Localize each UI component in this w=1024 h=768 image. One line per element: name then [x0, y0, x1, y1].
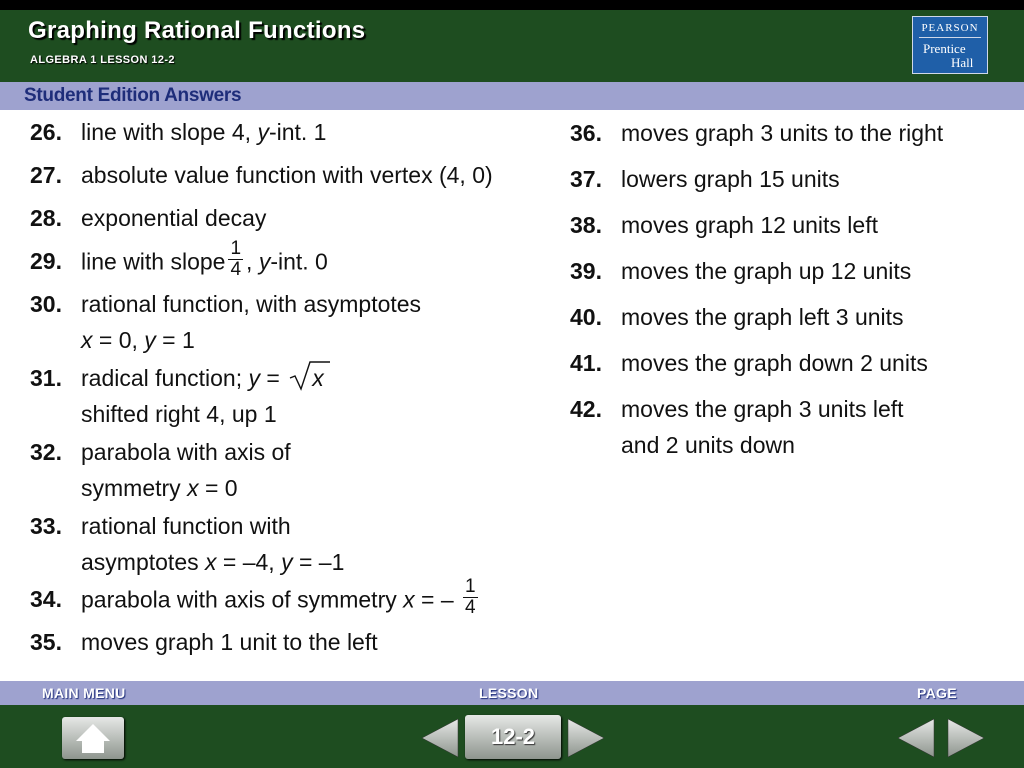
answer-number: 36. — [570, 120, 602, 146]
math-var: y — [144, 327, 156, 353]
lesson-number-button[interactable]: 12-2 — [465, 715, 561, 759]
answer-number: 31. — [30, 365, 62, 391]
lesson-subtitle: ALGEBRA 1 LESSON 12-2 — [30, 54, 175, 66]
answer-text-line2: shifted right 4, up 1 — [81, 401, 277, 427]
lesson-previous-arrow-icon[interactable] — [420, 717, 460, 759]
answer-text: moves graph 12 units left — [621, 212, 878, 238]
answer-text-line1: rational function with — [81, 513, 291, 539]
logo-hall-text: Hall — [951, 55, 974, 70]
math-var: y — [258, 248, 271, 275]
home-icon — [62, 717, 124, 759]
answer-text-line1: rational function, with asymptotes — [81, 291, 422, 317]
lesson-label: LESSON — [479, 685, 539, 701]
answer-text-part: -int. 1 — [268, 119, 327, 145]
answer-number: 40. — [570, 304, 602, 330]
answer-number: 33. — [30, 513, 62, 539]
answer-text — [81, 576, 481, 622]
answer-text-part: radical function; — [81, 365, 249, 391]
lesson-next-arrow-icon[interactable] — [566, 717, 606, 759]
answer-text-part: , — [246, 248, 259, 275]
answers-content — [0, 110, 1024, 680]
page-title: Graphing Rational Functions — [28, 17, 366, 44]
answer-number: 42. — [570, 396, 602, 422]
answer-text-line1: moves the graph 3 units left — [621, 396, 904, 422]
answer-number: 35. — [30, 629, 62, 655]
logo-prentice-text: Prentice — [923, 41, 966, 56]
answer-text-line1 — [81, 360, 324, 396]
answer-number: 28. — [30, 205, 62, 231]
answer-text: moves the graph left 3 units — [621, 304, 904, 330]
header-bar — [0, 10, 1024, 82]
answer-number: 41. — [570, 350, 602, 376]
answer-text-part: = 0 — [198, 475, 238, 501]
math-var: x — [403, 586, 415, 613]
answer-text-part: line with slope — [81, 248, 226, 275]
answer-number: 26. — [30, 119, 62, 145]
section-title: Student Edition Answers — [24, 85, 242, 106]
answer-number: 30. — [30, 291, 62, 317]
logo-rule — [919, 37, 981, 38]
answer-number: 39. — [570, 258, 602, 284]
section-band — [0, 82, 1024, 110]
answer-number: 37. — [570, 166, 602, 192]
footer-label-band — [0, 681, 1024, 705]
answer-text — [81, 238, 328, 284]
answer-text-line2: x = 0, y = 1 — [81, 327, 195, 353]
answer-number: 29. — [30, 248, 62, 274]
math-var: x — [187, 475, 199, 501]
math-var: x — [312, 365, 324, 391]
radical-icon — [288, 358, 330, 392]
math-var: y — [257, 119, 269, 145]
fraction — [463, 577, 478, 618]
math-var: x — [81, 327, 93, 353]
fraction-numerator: 1 — [465, 576, 476, 597]
answer-text: absolute value function with vertex (4, 0) — [81, 162, 493, 188]
answer-number: 38. — [570, 212, 602, 238]
main-menu-label: MAIN MENU — [42, 685, 126, 701]
answer-math: x = –4, y = –1 — [205, 549, 345, 575]
math-var: y — [281, 549, 293, 575]
answer-text: lowers graph 15 units — [621, 166, 840, 192]
radical-sign — [290, 360, 324, 396]
answer-text — [81, 114, 326, 150]
answer-text-part: asymptotes — [81, 549, 205, 575]
answer-text: moves the graph down 2 units — [621, 350, 928, 376]
math-var: x — [205, 549, 217, 575]
page-label: PAGE — [917, 685, 957, 701]
top-black-strip — [0, 0, 1024, 10]
answer-text: moves graph 3 units to the right — [621, 120, 944, 146]
answer-text-part: line with slope 4, — [81, 119, 258, 145]
answer-text: moves the graph up 12 units — [621, 258, 912, 284]
answer-text-part: symmetry — [81, 475, 188, 501]
fraction — [228, 239, 243, 280]
main-menu-button[interactable] — [62, 717, 124, 759]
footer-nav — [0, 705, 1024, 768]
answer-text-line2: and 2 units down — [621, 432, 795, 458]
answer-text-part: -int. 0 — [270, 248, 328, 275]
pearson-logo — [912, 16, 988, 74]
math-var: y — [248, 365, 260, 391]
answer-text-part: = — [259, 365, 287, 391]
answer-number: 34. — [30, 586, 62, 612]
answer-text-line2 — [81, 544, 344, 580]
logo-pearson-text: PEARSON — [921, 22, 979, 34]
fraction-denominator: 4 — [230, 259, 242, 280]
answer-text: moves graph 1 unit to the left — [81, 629, 378, 655]
answer-number: 32. — [30, 439, 62, 465]
fraction-numerator: 1 — [230, 238, 242, 259]
answer-text-line1: parabola with axis of — [81, 439, 291, 465]
fraction-denominator: 4 — [465, 597, 476, 618]
answer-text: exponential decay — [81, 205, 267, 231]
answer-number: 27. — [30, 162, 62, 188]
answer-text-part: = – — [414, 586, 461, 613]
answer-text-part: parabola with axis of symmetry — [81, 586, 404, 613]
answer-text-line2 — [81, 470, 238, 506]
page-next-arrow-icon[interactable] — [946, 717, 986, 759]
page-previous-arrow-icon[interactable] — [896, 717, 936, 759]
